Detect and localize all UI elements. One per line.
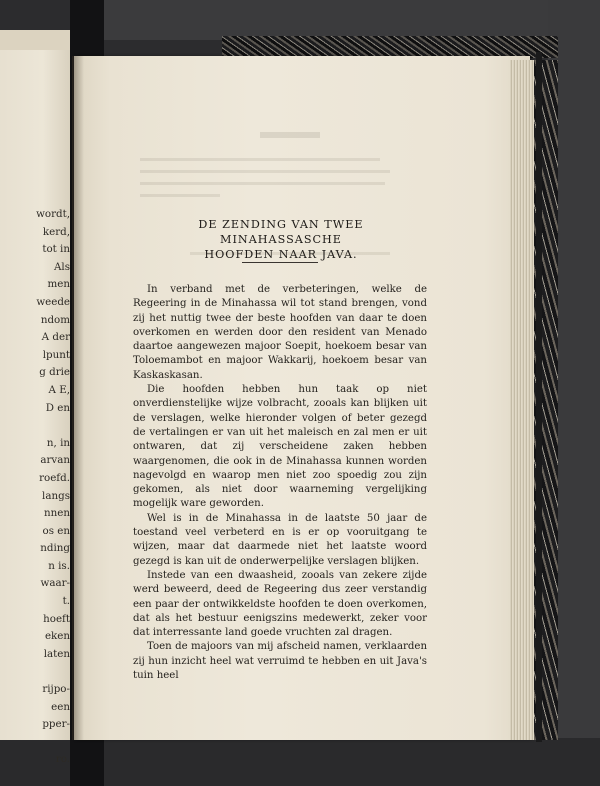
bleed-through-page-number [260, 132, 320, 138]
left-page-line-fragment [0, 734, 70, 752]
heading-rule [242, 262, 318, 263]
left-page-line-fragment [0, 417, 70, 435]
left-page-line-fragment: pper- [42, 718, 70, 731]
cover-edge [536, 52, 542, 742]
left-page-line-fragment: eken [44, 630, 70, 643]
marbled-cover-right [530, 60, 558, 740]
page-block-edges [510, 60, 534, 740]
left-page-line-fragment: men [47, 278, 70, 291]
left-page-line-fragment: arvan [40, 454, 70, 467]
left-page [0, 50, 74, 766]
paragraph-2: Die hoofden hebben hun taak op niet onverdienstelijke wijze volbracht, zooals kan blijken uit de verslagen, welke hieronder volgen of beter gezegd de vertalingen er van uit het maleisch en zal men er uit ontwaren, dat zij verscheidene zaken hebben waargenomen, die ook in de Minahassa kunnen worden nagevolgd en waarop men niet zoo spoedig zou zijn gekomen, als niet door waarneming vergelijking mogelijk ware geworden. [133, 384, 427, 510]
left-page-text-fragments [0, 206, 70, 769]
left-page-line-fragment: weede [36, 295, 70, 308]
left-page-line-fragment: hoeft [43, 612, 70, 625]
left-page-line-fragment: wordt, [36, 208, 70, 220]
left-page-line-fragment: ndom [40, 313, 70, 326]
left-page-line-fragment: t. [62, 595, 70, 608]
left-page-line-fragment: g drie [39, 366, 70, 379]
paragraph-3: Wel is in de Minahassa in de laatste 50 jaar de toestand veel verbeterd en is er op vooruitgang te wijzen, maar dat daarmede niet het laatste woord gezegd is kan uit de onderwerpelijke verslagen blijken. [133, 512, 427, 567]
left-page-line-fragment: een [51, 700, 70, 713]
left-page-line-fragment: A E, [48, 383, 70, 396]
left-page-line-fragment: Als [53, 260, 70, 273]
left-page-line-fragment: kerd, [42, 225, 70, 238]
left-page-line-fragment: langs [42, 489, 70, 502]
heading-line-2: HOOFDEN NAAR JAVA. [204, 248, 358, 261]
left-page-line-fragment: waar- [40, 577, 70, 590]
left-page-line-fragment [0, 663, 70, 681]
left-page-line-fragment: nnen [44, 507, 70, 520]
bleed-through-line [140, 170, 390, 173]
bleed-through-line [140, 182, 385, 185]
left-page-line-fragment: ro. [55, 753, 70, 766]
left-page-line-fragment: tot in [42, 243, 70, 256]
paragraph-4: Instede van een dwaasheid, zooals van zekere zijde werd beweerd, deed de Regeering dus zeer verstandig een paar der ontwikkeldste hoofden te doen overkomen, dat als het bestuur eenigszins medewerkt, zeker voor dat interressante land goede vruchten zal dragen. [133, 569, 427, 639]
left-page-line-fragment: rijpo- [42, 683, 70, 696]
body-text [133, 283, 427, 683]
left-page-line-fragment: n is. [48, 559, 70, 572]
bleed-through-line [140, 158, 380, 161]
chapter-heading [150, 217, 412, 262]
left-page-line-fragment: os en [42, 524, 70, 537]
left-page-line-fragment: laten [43, 647, 70, 660]
left-page-line-fragment: lpunt [42, 348, 70, 361]
paragraph-1: In verband met de verbeteringen, welke de Regeering in de Minahassa wil tot stand brengen, vond zij het nuttig twee der beste hoofden van daar te doen overkomen en werden door den resident van Menado daartoe aangewezen majoor Soepit, hoekoem besar van Toloemambot en majoor Wakkarij, hoekoem besar van Kaskaskasan. [133, 284, 427, 381]
paragraph-5: Toen de majoors van mij afscheid namen, verklaarden zij hun inzicht heel wat verruimd te hebben en uit Java's tuin heel [133, 641, 427, 682]
left-page-line-fragment: nding [40, 542, 70, 555]
left-page-line-fragment: D en [45, 401, 70, 414]
backdrop-top [100, 0, 600, 40]
bleed-through-line [140, 194, 220, 197]
left-page-line-fragment: roefd. [39, 471, 70, 484]
heading-line-1: DE ZENDING VAN TWEE MINAHASSASCHE [198, 218, 364, 246]
left-page-line-fragment: n, in [46, 436, 70, 449]
left-page-line-fragment: A der [41, 331, 70, 344]
gutter-shadow [72, 56, 84, 740]
marbled-cover-top [222, 36, 558, 58]
